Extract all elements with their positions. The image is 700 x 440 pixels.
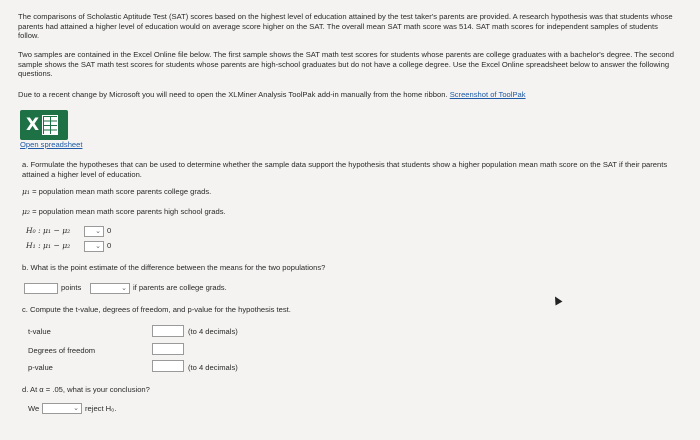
- t-value-label: t-value: [28, 327, 51, 336]
- degrees-of-freedom-label: Degrees of freedom: [28, 346, 96, 355]
- reject-h0-label: reject H₀.: [85, 404, 117, 413]
- intro-paragraph-1: The comparisons of Scholastic Aptitude Test (SAT) scores based on the highest level of education attained by the test taker's parents are provided. A research hypothesis was that students whose parents had attained a higher level of education would on average score higher on the SAT. The overall mean SAT math score was 514. SAT math scores for independent samples of students follow.: [18, 12, 673, 41]
- chevron-down-icon: ⌄: [95, 243, 101, 250]
- question-a-text: a. Formulate the hypotheses that can be used to determine whether the sample data support the hypothesis that students show a higher population mean math score on the SAT if their parents attained a higher level of education.: [22, 160, 668, 179]
- degrees-of-freedom-input[interactable]: [152, 343, 184, 355]
- t-value-input[interactable]: [152, 325, 184, 337]
- h1-label: H₁ : μ₁ − μ₂: [26, 241, 71, 250]
- p-value-input[interactable]: [152, 360, 184, 372]
- toolpak-notice: Due to a recent change by Microsoft you will need to open the XLMiner Analysis ToolPak add-in manually from the home ribbon.: [18, 90, 450, 99]
- direction-select[interactable]: [90, 283, 130, 294]
- college-grads-suffix: if parents are college grads.: [133, 283, 227, 292]
- question-b-text: b. What is the point estimate of the difference between the means for the two populations?: [22, 263, 326, 272]
- point-estimate-input[interactable]: [24, 283, 58, 294]
- intro-paragraph-3: [18, 90, 678, 100]
- h1-operator-select[interactable]: [84, 241, 104, 252]
- intro-paragraph-2: Two samples are contained in the Excel Online file below. The first sample shows the SAT math test scores for students whose parents are college graduates with a bachelor's degree. The second sample shows the SAT math test scores for students whose parents are high-school graduates but do not have a college degree. Use the Excel Online spreadsheet below to answer the following questions.: [18, 50, 674, 79]
- chevron-down-icon: ⌄: [73, 405, 79, 412]
- t-value-hint: (to 4 decimals): [188, 327, 238, 336]
- h1-rhs: 0: [107, 241, 112, 250]
- h0-rhs: 0: [107, 226, 112, 235]
- toolpak-screenshot-link[interactable]: Screenshot of ToolPak: [449, 90, 526, 99]
- mouse-cursor-icon: [552, 295, 563, 306]
- question-d-text: d. At α = .05, what is your conclusion?: [22, 385, 150, 394]
- open-spreadsheet-link[interactable]: Open spreadsheet: [20, 140, 83, 149]
- question-c-text: c. Compute the t-value, degrees of freedom, and p-value for the hypothesis test.: [22, 305, 291, 314]
- points-label: points: [61, 283, 82, 292]
- chevron-down-icon: ⌄: [121, 285, 127, 292]
- p-value-hint: (to 4 decimals): [188, 363, 238, 372]
- h0-operator-select[interactable]: [84, 226, 104, 237]
- mu2-definition: μ₂ = population mean math score parents high school grads.: [22, 207, 226, 216]
- we-label: We: [28, 404, 40, 413]
- excel-icon[interactable]: X: [20, 110, 68, 140]
- p-value-label: p-value: [28, 363, 53, 372]
- conclusion-select[interactable]: [42, 403, 82, 414]
- h0-label: H₀ : μ₁ − μ₂: [26, 226, 71, 235]
- chevron-down-icon: ⌄: [95, 228, 101, 235]
- spreadsheet-grid-icon: [42, 115, 58, 135]
- mu1-definition: μ₁ = population mean math score parents college grads.: [22, 187, 212, 196]
